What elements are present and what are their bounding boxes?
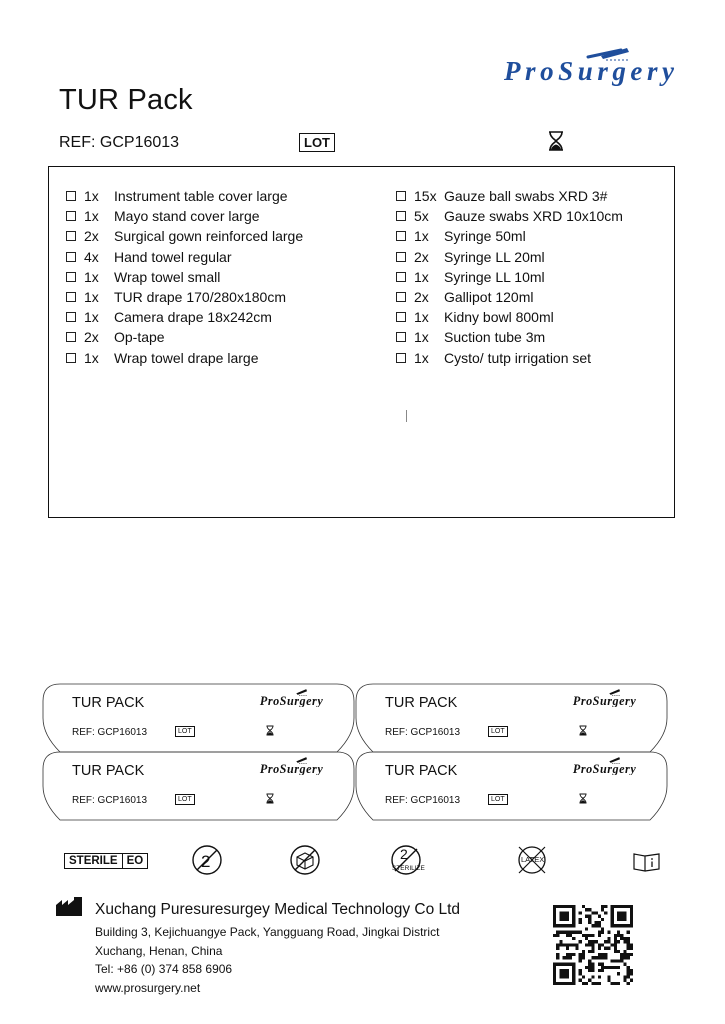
label-title: TUR PACK (385, 763, 458, 779)
checkbox[interactable] (66, 272, 76, 282)
item-name: Syringe LL 10ml (444, 268, 545, 285)
item-quantity: 1x (414, 309, 429, 326)
list-item (66, 226, 303, 246)
label-hourglass-icon (266, 793, 274, 804)
checkbox[interactable] (66, 312, 76, 322)
item-quantity: 1x (414, 228, 429, 245)
sterile-text: STERILE (69, 855, 118, 867)
item-quantity: 1x (84, 268, 99, 285)
item-name: TUR drape 170/280x180cm (114, 289, 286, 306)
list-item (396, 267, 623, 287)
pack-label (42, 683, 355, 753)
item-name: Cysto/ tutp irrigation set (444, 349, 592, 366)
item-quantity: 2x (84, 329, 99, 346)
list-item (396, 226, 623, 246)
manufacturer-icon (56, 897, 82, 916)
list-item (66, 307, 303, 327)
checkbox[interactable] (396, 272, 406, 282)
label-lot: LOT (488, 726, 508, 737)
label-ref: REF: GCP16013 (72, 795, 148, 806)
label-logo-text: ProSurgery (572, 761, 636, 775)
item-name: Hand towel regular (114, 248, 232, 265)
item-quantity: 1x (84, 349, 99, 366)
list-item (66, 186, 303, 206)
label-logo (559, 755, 651, 775)
expiry-hourglass-icon (548, 131, 564, 151)
latex-free-icon (514, 843, 550, 877)
checkbox[interactable] (396, 332, 406, 342)
item-name: Gauze swabs XRD 10x10cm (444, 208, 623, 225)
do-not-resterilize-icon (387, 843, 425, 877)
item-quantity: 1x (84, 188, 99, 205)
label-hourglass-icon (579, 725, 587, 736)
company-name: Xuchang Puresuresurgey Medical Technology Co Ltd (95, 901, 461, 918)
item-quantity: 2x (414, 248, 429, 265)
label-title: TUR PACK (72, 763, 145, 779)
list-item (66, 287, 303, 307)
qr-code (553, 905, 633, 985)
checkbox[interactable] (66, 211, 76, 221)
item-name: Gallipot 120ml (444, 289, 534, 306)
checkbox[interactable] (66, 353, 76, 363)
label-logo-text: ProSurgery (259, 693, 323, 707)
item-name: Wrap towel drape large (114, 349, 259, 366)
list-item (396, 206, 623, 226)
checkbox[interactable] (66, 292, 76, 302)
checkbox[interactable] (396, 191, 406, 201)
item-name: Instrument table cover large (114, 188, 288, 205)
divider-mark (406, 410, 407, 422)
list-item (396, 186, 623, 206)
checkbox[interactable] (396, 312, 406, 322)
label-logo (246, 687, 338, 707)
item-name: Suction tube 3m (444, 329, 546, 346)
item-name: Wrap towel small (114, 268, 221, 285)
item-quantity: 1x (84, 208, 99, 225)
pack-label (355, 683, 668, 753)
list-item (396, 307, 623, 327)
sterile-eo-symbol (64, 853, 148, 869)
item-quantity: 1x (414, 329, 429, 346)
list-item (66, 327, 303, 347)
label-title: TUR PACK (385, 695, 458, 711)
item-name: Surgical gown reinforced large (114, 228, 304, 245)
item-quantity: 5x (414, 208, 429, 225)
item-quantity: 2x (84, 228, 99, 245)
item-quantity: 1x (84, 309, 99, 326)
list-item (66, 348, 303, 368)
checkbox[interactable] (396, 231, 406, 241)
list-item (66, 267, 303, 287)
list-item (396, 348, 623, 368)
checkbox[interactable] (66, 231, 76, 241)
label-logo-text: ProSurgery (259, 761, 323, 775)
consult-instructions-icon (633, 852, 661, 872)
item-quantity: 1x (414, 349, 429, 366)
brand-logo-text: ProSurgery (504, 56, 674, 86)
label-ref: REF: GCP16013 (72, 727, 148, 738)
svg-text:2: 2 (201, 852, 211, 871)
checkbox[interactable] (396, 252, 406, 262)
telephone: Tel: +86 (0) 374 858 6906 (95, 962, 233, 976)
pack-label (355, 751, 668, 821)
list-item (66, 206, 303, 226)
checkbox[interactable] (66, 252, 76, 262)
brand-logo (503, 44, 678, 88)
label-ref: REF: GCP16013 (385, 727, 461, 738)
contents-list-left (66, 186, 303, 368)
item-quantity: 4x (84, 248, 99, 265)
list-item (396, 327, 623, 347)
list-item (396, 247, 623, 267)
item-quantity: 1x (84, 289, 99, 306)
website: www.prosurgery.net (95, 980, 201, 995)
do-not-reuse-icon (190, 843, 224, 877)
contents-list-right (396, 186, 623, 368)
label-title: TUR PACK (72, 695, 145, 711)
item-name: Kidny bowl 800ml (444, 309, 554, 326)
item-name: Op-tape (114, 329, 165, 346)
eo-text: EO (122, 854, 148, 868)
item-name: Syringe LL 20ml (444, 248, 545, 265)
lot-symbol: LOT (299, 133, 335, 152)
resterilize-number: 2 (400, 846, 408, 862)
pack-label (42, 751, 355, 821)
checkbox[interactable] (66, 332, 76, 342)
item-quantity: 1x (414, 268, 429, 285)
label-logo-text: ProSurgery (572, 693, 636, 707)
ref-number: REF: GCP16013 (59, 134, 180, 151)
list-item (396, 287, 623, 307)
item-quantity: 2x (414, 289, 429, 306)
resterilize-text: STERILIZE (392, 865, 425, 872)
item-name: Syringe 50ml (444, 228, 526, 245)
page-title: TUR Pack (59, 84, 193, 116)
label-logo (559, 687, 651, 707)
latex-text: LATEX (521, 855, 545, 864)
label-lot: LOT (175, 794, 195, 805)
item-name: Camera drape 18x242cm (114, 309, 272, 326)
label-lot: LOT (488, 794, 508, 805)
do-not-use-if-damaged-icon (288, 843, 322, 877)
checkbox[interactable] (396, 292, 406, 302)
item-name: Mayo stand cover large (114, 208, 260, 225)
label-hourglass-icon (266, 725, 274, 736)
label-ref: REF: GCP16013 (385, 795, 461, 806)
item-quantity: 15x (414, 188, 437, 205)
company-address (95, 923, 439, 997)
checkbox[interactable] (66, 191, 76, 201)
item-name: Gauze ball swabs XRD 3# (444, 188, 608, 205)
checkbox[interactable] (396, 353, 406, 363)
checkbox[interactable] (396, 211, 406, 221)
address-line-1: Building 3, Kejichuangye Pack, Yangguang Road, Jingkai District (95, 925, 440, 939)
label-lot: LOT (175, 726, 195, 737)
address-line-2: Xuchang, Henan, China (95, 943, 223, 958)
label-logo (246, 755, 338, 775)
list-item (66, 247, 303, 267)
label-hourglass-icon (579, 793, 587, 804)
